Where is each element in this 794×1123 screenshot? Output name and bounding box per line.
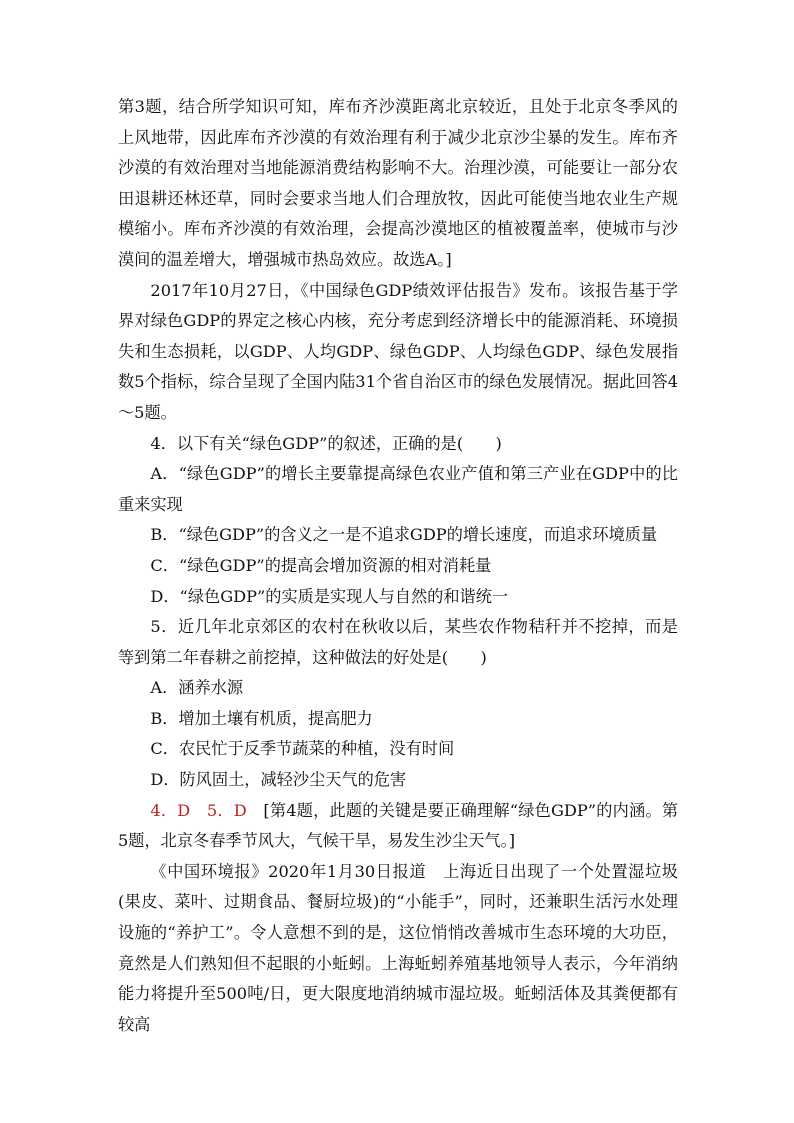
question-4-option-a: A．“绿色GDP”的增长主要靠提高绿色农业产值和第三产业在GDP中的比重来实现 — [118, 464, 678, 514]
question-5-option-d: D．防风固土，减轻沙尘天气的危害 — [150, 770, 407, 790]
question-4-option-d: D．“绿色GDP”的实质是实现人与自然的和谐统一 — [150, 586, 509, 606]
document-page — [118, 92, 678, 1040]
question-5-option-c: C．农民忙于反季节蔬菜的种植，没有时间 — [150, 739, 455, 759]
question-4-option-c: C．“绿色GDP”的提高会增加资源的相对消耗量 — [150, 555, 492, 575]
question-5-option-b: B．增加土壤有机质，提高肥力 — [150, 708, 373, 728]
question-4-stem: 4．以下有关“绿色GDP”的叙述，正确的是( ) — [150, 433, 502, 453]
explanation-q3: 第3题，结合所学知识可知，库布齐沙漠距离北京较近，且处于北京冬季风的上风地带，因此库布齐沙漠的有效治理有利于减少北京沙尘暴的发生。库布齐沙漠的有效治理对当地能源消费结构影响不大。治理沙漠，可能要让一部分农田退耕还林还草，同时会要求当地人们合理放牧，因此可能使当地农业生产规模缩小。库布齐沙漠的有效治理，会提高沙漠地区的植被覆盖率，使城市与沙漠间的温差增大，增强城市热岛效应。故选A。] — [118, 97, 678, 269]
passage-green-gdp: 2017年10月27日，《中国绿色GDP绩效评估报告》发布。该报告基于学界对绿色GDP的界定之核心内核，充分考虑到经济增长中的能源消耗、环境损失和生态损耗，以GDP、人均GDP、绿色GDP、人均绿色GDP、绿色发展指数5个指标，综合呈现了全国内陆31个省自治区市的绿色发展情况。据此回答4～5题。 — [118, 280, 678, 422]
question-5-stem: 5．近几年北京郊区的农村在秋收以后，某些农作物秸秆并不挖掉，而是等到第二年春耕之前挖掉，这种做法的好处是( ) — [118, 617, 678, 667]
answer-key: 4．D 5．D — [150, 800, 247, 820]
passage-earthworm: 《中国环境报》2020年1月30日报道 上海近日出现了一个处置湿垃圾(果皮、菜叶、过期食品、餐厨垃圾)的“小能手”，同时，还兼职生活污水处理设施的“养护工”。令人意想不到的是，这位悄悄改善城市生态环境的大功臣，竟然是人们熟知但不起眼的小蚯蚓。上海蚯蚓养殖基地领导人表示，今年消纳能力将提升至500吨/日，更大限度地消纳城市湿垃圾。蚯蚓活体及其粪便都有较高 — [118, 861, 678, 1034]
question-4-option-b: B．“绿色GDP”的含义之一是不追求GDP的增长速度，而追求环境质量 — [150, 525, 658, 545]
question-5-option-a: A．涵养水源 — [150, 678, 244, 698]
answers-q4-q5 — [118, 796, 678, 857]
answer-explanation: [第4题，此题的关键是要正确理解“绿色GDP”的内涵。第5题，北京冬春季节风大，气候干旱，易发生沙尘天气。] — [118, 800, 679, 851]
